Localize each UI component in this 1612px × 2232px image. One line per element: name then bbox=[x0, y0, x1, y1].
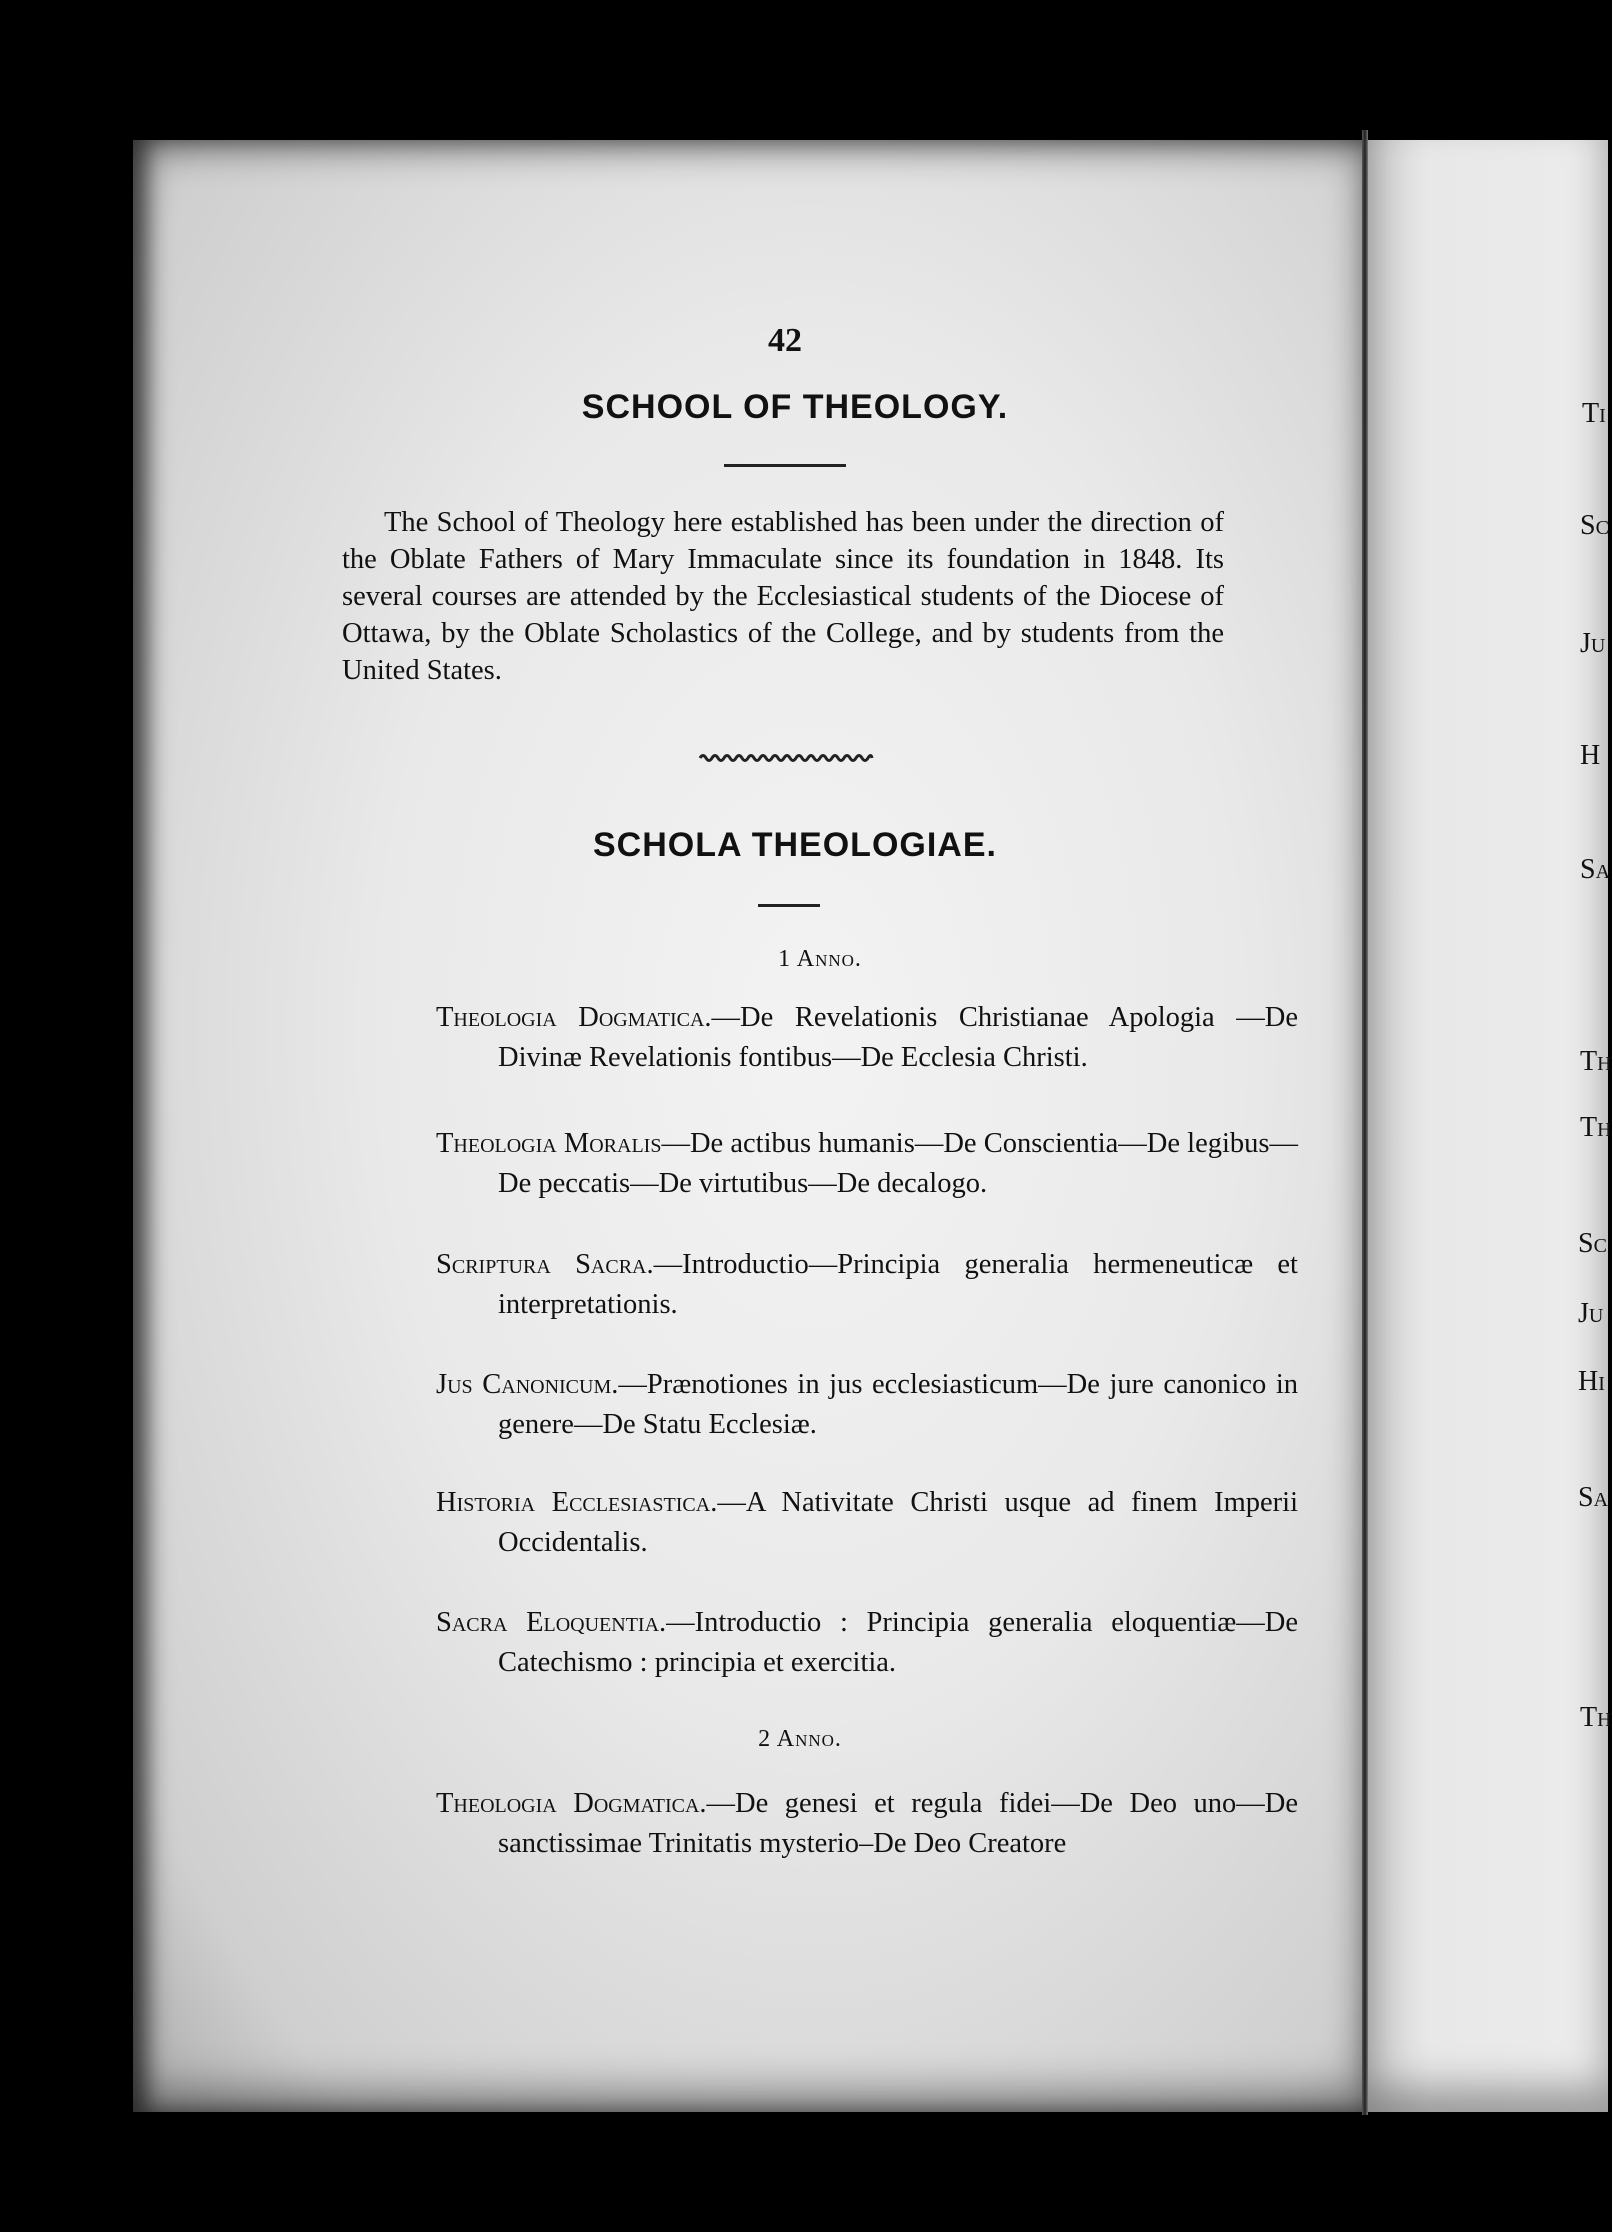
course-description: —Introductio : Principia generalia eloquentiæ—De Catechismo : principia et exercitia. bbox=[498, 1607, 1299, 1678]
right-page bbox=[1368, 140, 1611, 2112]
course-entry bbox=[436, 1365, 1298, 1445]
course-subject: Scriptura Sacra. bbox=[436, 1249, 654, 1280]
right-page-fragment: H bbox=[1580, 740, 1601, 771]
title-rule bbox=[724, 464, 846, 467]
course-description: —De Revelationis Christianae Apologia —De Divinæ Revelationis fontibus—De Ecclesia Christi. bbox=[498, 1002, 1298, 1073]
course-description: —Introductio—Principia generalia hermeneuticæ et interpretationis. bbox=[498, 1249, 1298, 1320]
right-page-fragment: Sc bbox=[1578, 1228, 1607, 1259]
course-subject: Historia Ecclesiastica. bbox=[436, 1487, 718, 1518]
intro-paragraph: The School of Theology here established has been under the direction of the Oblate Fathers of Mary Immaculate since its foundation in 1848. Its several courses are attended by the Ecclesiastical students of the Diocese of Ottawa, by the Oblate Scholastics of the College, and by students from the United States. bbox=[342, 507, 1224, 686]
course-subject: Theologia Dogmatica. bbox=[436, 1788, 707, 1819]
right-page-fragment: Th bbox=[1580, 1702, 1612, 1733]
course-entry bbox=[436, 1603, 1298, 1683]
course-subject: Theologia Moralis bbox=[436, 1128, 662, 1159]
year-1-heading: 1 Anno. bbox=[778, 946, 862, 972]
right-page-fragment: Ti bbox=[1582, 398, 1606, 429]
course-description: —De genesi et regula fidei—De Deo uno—De sanctissimae Trinitatis mysterio–De Deo Creatore bbox=[498, 1788, 1298, 1859]
page-number: 42 bbox=[768, 322, 802, 359]
course-description: —Prænotiones in jus ecclesiasticum—De jure canonico in genere—De Statu Ecclesiæ. bbox=[498, 1369, 1299, 1440]
course-entry bbox=[436, 1784, 1298, 1864]
right-page-fragment: Th bbox=[1580, 1046, 1612, 1077]
section-title: SCHOLA THEOLOGIAE. bbox=[593, 826, 997, 864]
ornament-divider bbox=[700, 752, 872, 762]
course-entry bbox=[436, 1245, 1298, 1325]
right-page-fragment: Ju bbox=[1580, 628, 1606, 659]
right-page-fragment: Hi bbox=[1578, 1366, 1605, 1397]
year-2-heading: 2 Anno. bbox=[758, 1726, 842, 1752]
right-page-fragment: Sc bbox=[1580, 510, 1609, 541]
course-entry bbox=[436, 998, 1298, 1078]
right-page-fragment: Th bbox=[1580, 1112, 1612, 1143]
course-entry bbox=[436, 1483, 1298, 1563]
course-subject: Theologia Dogmatica. bbox=[436, 1002, 712, 1033]
page-title: SCHOOL OF THEOLOGY. bbox=[581, 388, 1009, 426]
course-description: —De actibus humanis—De Conscientia—De legibus—De peccatis—De virtutibus—De decalogo. bbox=[498, 1128, 1298, 1199]
section-rule bbox=[758, 904, 820, 907]
right-page-fragment: Sa bbox=[1578, 1482, 1609, 1513]
right-page-fragment: Sa bbox=[1580, 854, 1611, 885]
course-subject: Jus Canonicum. bbox=[436, 1369, 619, 1400]
right-page-fragment: Ju bbox=[1578, 1298, 1604, 1329]
course-entry bbox=[436, 1124, 1298, 1204]
course-description: —A Nativitate Christi usque ad finem Imperii Occidentalis. bbox=[498, 1487, 1299, 1558]
course-subject: Sacra Eloquentia. bbox=[436, 1607, 667, 1638]
